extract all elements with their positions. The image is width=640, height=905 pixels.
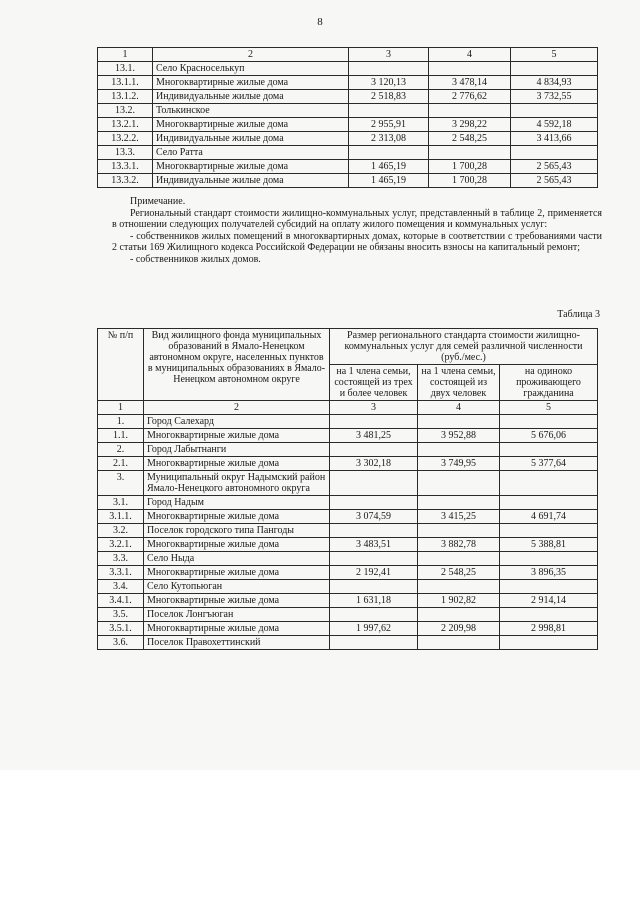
row-value: 2 565,43 — [511, 174, 598, 188]
row-value — [418, 580, 500, 594]
row-value: 3 413,66 — [511, 132, 598, 146]
col-header: 4 — [429, 48, 511, 62]
row-value — [330, 552, 418, 566]
table-row — [98, 118, 598, 132]
row-number: 3.2.1. — [98, 538, 144, 552]
row-value — [418, 496, 500, 510]
row-name: Село Ратта — [153, 146, 349, 160]
row-name: Муниципальный округ Надымский район Ямало-Ненецкого автономного округа — [144, 471, 330, 496]
row-value: 2 914,14 — [500, 594, 598, 608]
row-value: 2 548,25 — [418, 566, 500, 580]
row-number: 13.1. — [98, 62, 153, 76]
row-value — [418, 552, 500, 566]
row-number: 13.1.1. — [98, 76, 153, 90]
table-row — [98, 132, 598, 146]
row-number: 2. — [98, 443, 144, 457]
header-number: № п/п — [98, 329, 144, 401]
row-number: 13.1.2. — [98, 90, 153, 104]
row-name: Город Надым — [144, 496, 330, 510]
row-name: Многоквартирные жилые дома — [153, 118, 349, 132]
row-value: 3 478,14 — [429, 76, 511, 90]
row-name: Многоквартирные жилые дома — [153, 160, 349, 174]
row-value — [511, 62, 598, 76]
row-value — [500, 552, 598, 566]
note-paragraph: Региональный стандарт стоимости жилищно-коммунальных услуг, представленный в таблице 2, применяется в отношении следующих получателей субсидий на оплату жилого помещения и коммунальных услуг: — [112, 207, 602, 230]
col-header: 1 — [98, 48, 153, 62]
table-row — [98, 443, 598, 457]
row-value: 1 997,62 — [330, 622, 418, 636]
page-number: 8 — [317, 16, 323, 28]
table-row — [98, 146, 598, 160]
row-value — [500, 415, 598, 429]
col-number: 5 — [500, 401, 598, 415]
row-value: 3 298,22 — [429, 118, 511, 132]
row-value — [349, 62, 429, 76]
row-number: 13.3. — [98, 146, 153, 160]
row-value — [418, 471, 500, 496]
row-number: 3.6. — [98, 636, 144, 650]
col-number: 4 — [418, 401, 500, 415]
row-number: 3.1. — [98, 496, 144, 510]
table-row — [98, 471, 598, 496]
row-value: 2 955,91 — [349, 118, 429, 132]
row-value: 3 120,13 — [349, 76, 429, 90]
table-2-continuation — [97, 47, 598, 188]
row-value: 1 700,28 — [429, 174, 511, 188]
row-name: Село Ныда — [144, 552, 330, 566]
row-value: 3 302,18 — [330, 457, 418, 471]
row-value: 3 749,95 — [418, 457, 500, 471]
header-standard-size: Размер регионального стандарта стоимости жилищно-коммунальных услуг для семей различной численности (руб./мес.) — [330, 329, 598, 365]
table-header-row — [98, 48, 598, 62]
row-name: Город Салехард — [144, 415, 330, 429]
row-name: Многоквартирные жилые дома — [144, 538, 330, 552]
row-value — [500, 608, 598, 622]
row-number: 2.1. — [98, 457, 144, 471]
row-number: 3.5. — [98, 608, 144, 622]
row-value — [429, 62, 511, 76]
row-value: 3 074,59 — [330, 510, 418, 524]
row-value: 1 465,19 — [349, 174, 429, 188]
row-number: 3.4.1. — [98, 594, 144, 608]
row-value: 1 631,18 — [330, 594, 418, 608]
table-row — [98, 566, 598, 580]
table-3 — [97, 328, 598, 650]
row-value: 5 676,06 — [500, 429, 598, 443]
row-name: Поселок Правохеттинский — [144, 636, 330, 650]
subheader-single: на одиноко проживающего гражданина — [500, 365, 598, 401]
row-name: Город Лабытнанги — [144, 443, 330, 457]
row-value: 2 565,43 — [511, 160, 598, 174]
row-name: Село Красноселькуп — [153, 62, 349, 76]
row-value: 2 998,81 — [500, 622, 598, 636]
row-number: 3.3. — [98, 552, 144, 566]
col-header: 3 — [349, 48, 429, 62]
row-value — [511, 146, 598, 160]
row-value — [418, 415, 500, 429]
row-value: 3 896,35 — [500, 566, 598, 580]
row-value — [330, 471, 418, 496]
note-paragraph: - собственников жилых помещений в многоквартирных домах, которые в соответствии с требованиями части 2 статьи 169 Жилищного кодекса Российской Федерации не обязаны вносить взносы на капитальный ремонт; — [112, 230, 602, 253]
table-row — [98, 552, 598, 566]
col-header: 5 — [511, 48, 598, 62]
table-row — [98, 62, 598, 76]
table-row — [98, 76, 598, 90]
row-name: Индивидуальные жилые дома — [153, 174, 349, 188]
row-name: Многоквартирные жилые дома — [144, 622, 330, 636]
row-value: 2 518,83 — [349, 90, 429, 104]
row-value — [349, 104, 429, 118]
row-name: Многоквартирные жилые дома — [153, 76, 349, 90]
row-name: Многоквартирные жилые дома — [144, 429, 330, 443]
note-title: Примечание. — [130, 196, 186, 207]
row-value: 1 902,82 — [418, 594, 500, 608]
row-name: Толькинское — [153, 104, 349, 118]
row-name: Поселок Лонгъюган — [144, 608, 330, 622]
row-name: Многоквартирные жилые дома — [144, 510, 330, 524]
row-value: 2 313,08 — [349, 132, 429, 146]
row-value: 3 732,55 — [511, 90, 598, 104]
row-value — [330, 580, 418, 594]
table-row — [98, 457, 598, 471]
table-numbering-row — [98, 401, 598, 415]
row-number: 13.2.1. — [98, 118, 153, 132]
row-value — [429, 104, 511, 118]
table-row — [98, 415, 598, 429]
row-value: 2 209,98 — [418, 622, 500, 636]
note-paragraph: - собственников жилых домов. — [130, 253, 261, 265]
row-value: 4 834,93 — [511, 76, 598, 90]
row-name: Многоквартирные жилые дома — [144, 594, 330, 608]
row-number: 1. — [98, 415, 144, 429]
row-value — [500, 524, 598, 538]
row-value: 1 465,19 — [349, 160, 429, 174]
row-value: 4 592,18 — [511, 118, 598, 132]
col-number: 1 — [98, 401, 144, 415]
row-value — [500, 443, 598, 457]
row-value — [330, 415, 418, 429]
row-name: Индивидуальные жилые дома — [153, 132, 349, 146]
row-value — [418, 636, 500, 650]
subheader-two: на 1 члена семьи, состоящей из двух человек — [418, 365, 500, 401]
row-number: 13.2. — [98, 104, 153, 118]
row-value: 2 548,25 — [429, 132, 511, 146]
row-value — [349, 146, 429, 160]
row-number: 3.5.1. — [98, 622, 144, 636]
table-row — [98, 538, 598, 552]
row-number: 3. — [98, 471, 144, 496]
table-row — [98, 594, 598, 608]
row-value — [500, 471, 598, 496]
row-name: Многоквартирные жилые дома — [144, 566, 330, 580]
table-3-label: Таблица 3 — [557, 309, 600, 320]
table-row — [98, 524, 598, 538]
row-number: 3.2. — [98, 524, 144, 538]
table-row — [98, 160, 598, 174]
row-value — [418, 608, 500, 622]
row-number: 13.3.1. — [98, 160, 153, 174]
table-row — [98, 429, 598, 443]
row-value — [330, 608, 418, 622]
row-name: Село Кутопьюган — [144, 580, 330, 594]
col-header: 2 — [153, 48, 349, 62]
subheader-three-plus: на 1 члена семьи, состоящей из трех и более человек — [330, 365, 418, 401]
row-number: 13.3.2. — [98, 174, 153, 188]
row-value — [330, 524, 418, 538]
row-value: 5 388,81 — [500, 538, 598, 552]
row-value: 1 700,28 — [429, 160, 511, 174]
table-row — [98, 622, 598, 636]
row-name: Индивидуальные жилые дома — [153, 90, 349, 104]
row-number: 13.2.2. — [98, 132, 153, 146]
table-row — [98, 496, 598, 510]
row-value: 3 481,25 — [330, 429, 418, 443]
table-row — [98, 104, 598, 118]
row-value: 3 483,51 — [330, 538, 418, 552]
row-value — [500, 636, 598, 650]
table-row — [98, 510, 598, 524]
table-row — [98, 580, 598, 594]
row-number: 3.1.1. — [98, 510, 144, 524]
row-number: 3.4. — [98, 580, 144, 594]
row-value: 3 952,88 — [418, 429, 500, 443]
header-housing-type: Вид жилищного фонда муниципальных образований в Ямало-Ненецком автономном округе, населенных пунктов в муниципальных образованиях в Ямало-Ненецком автономном округе — [144, 329, 330, 401]
row-value — [500, 580, 598, 594]
col-number: 2 — [144, 401, 330, 415]
row-value — [330, 636, 418, 650]
table-row — [98, 174, 598, 188]
row-name: Многоквартирные жилые дома — [144, 457, 330, 471]
col-number: 3 — [330, 401, 418, 415]
row-number: 3.3.1. — [98, 566, 144, 580]
row-value: 3 882,78 — [418, 538, 500, 552]
row-value — [500, 496, 598, 510]
table-row — [98, 636, 598, 650]
table-row — [98, 90, 598, 104]
row-value: 3 415,25 — [418, 510, 500, 524]
row-value — [330, 443, 418, 457]
row-value: 5 377,64 — [500, 457, 598, 471]
note-block — [112, 196, 602, 265]
row-value: 4 691,74 — [500, 510, 598, 524]
row-value — [418, 443, 500, 457]
table-row — [98, 608, 598, 622]
row-number: 1.1. — [98, 429, 144, 443]
table-header-row — [98, 329, 598, 365]
row-value: 2 776,62 — [429, 90, 511, 104]
row-value — [511, 104, 598, 118]
row-value — [330, 496, 418, 510]
row-value — [429, 146, 511, 160]
row-name: Поселок городского типа Пангоды — [144, 524, 330, 538]
row-value: 2 192,41 — [330, 566, 418, 580]
row-value — [418, 524, 500, 538]
